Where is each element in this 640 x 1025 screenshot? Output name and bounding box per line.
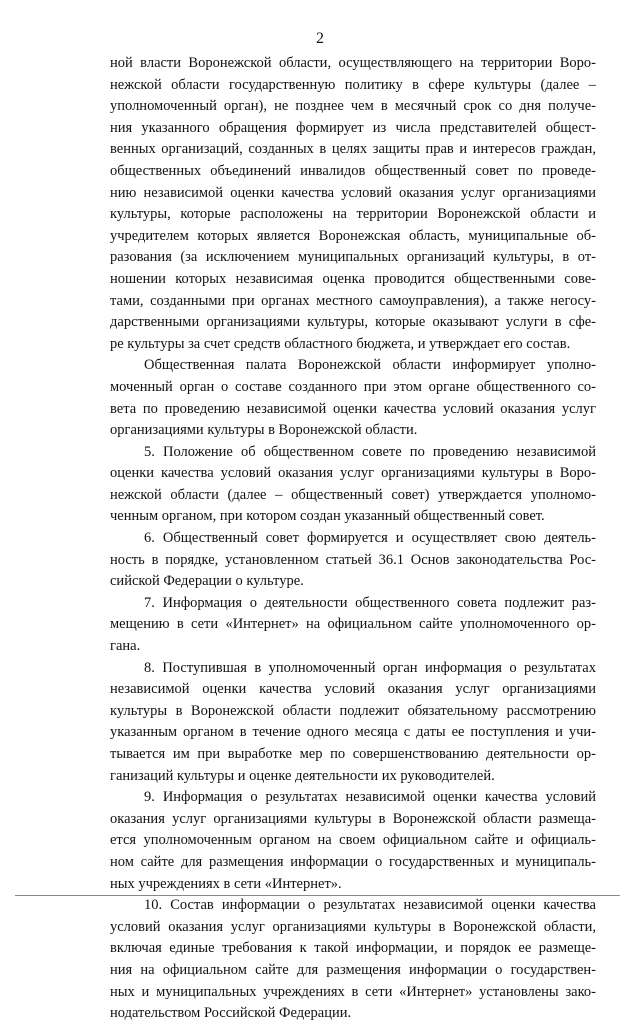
text-line: ность в порядке, установленном статьей 36.1 Основ законодательства Рос- <box>110 551 596 568</box>
text-line: условий оказания услуг организациями культуры в Воронежской области, <box>110 918 596 935</box>
text-line: указанным органом в течение одного месяца с даты ее поступления и учи- <box>110 724 596 741</box>
text-line: дарственными организациями культуры, которые оказывают услуги в сфе- <box>110 314 596 331</box>
text-line: гана. <box>110 638 141 655</box>
text-line: моченный орган о составе созданного при этом органе общественного со- <box>110 378 596 395</box>
text-line: ном сайте для размещения информации о государственных и муниципаль- <box>110 853 596 870</box>
text-line: ре культуры за счет средств областного бюджета, и утверждает его состав. <box>110 335 571 352</box>
text-line: Общественная палата Воронежской области информирует уполно- <box>144 357 596 374</box>
paragraph-item-5 <box>110 442 596 528</box>
text-line: ных учреждениях в сети «Интернет». <box>110 875 342 892</box>
text-line: 5. Положение об общественном совете по проведению независимой <box>144 443 596 460</box>
text-line: нодательством Российской Федерации. <box>110 1005 352 1022</box>
text-line: ется уполномоченным органом на своем официальном сайте и официаль- <box>110 832 596 849</box>
paragraph-item-7 <box>110 593 596 658</box>
text-line: уполномоченный орган), не позднее чем в месячный срок со дня получе- <box>110 98 596 115</box>
text-line: 8. Поступившая в уполномоченный орган информация о результатах <box>144 659 596 676</box>
text-line: ния на официальном сайте для размещения информации о государствен- <box>110 961 596 978</box>
document-body <box>110 53 596 1025</box>
paragraph-continuation <box>110 53 596 355</box>
text-line: 10. Состав информации о результатах независимой оценки качества <box>144 897 596 914</box>
text-line: оказания услуг организациями культуры в Воронежской области размеща- <box>110 810 596 827</box>
text-line: оценки качества условий оказания услуг организациями культуры в Воро- <box>110 465 596 482</box>
text-line: 9. Информация о результатах независимой оценки качества условий <box>144 789 596 806</box>
paragraph-item-10 <box>110 895 596 1025</box>
text-line: ния указанного обращения формирует из числа представителей общест- <box>110 119 596 136</box>
text-line: ных и муниципальных учреждениях в сети «Интернет» установлены зако- <box>110 983 596 1000</box>
text-line: ной власти Воронежской области, осуществляющего на территории Воро- <box>110 55 596 71</box>
text-line: общественных объединений инвалидов общественный совет по проведе- <box>110 162 596 179</box>
paragraph-item-9 <box>110 787 596 895</box>
page-bottom-divider <box>15 895 620 896</box>
text-line: нежской области государственную политику в сфере культуры (далее – <box>110 76 596 93</box>
text-line: ченным органом, при котором создан указанный общественный совет. <box>110 508 545 525</box>
text-line: ношении которых независимая оценка проводится общественными сове- <box>110 270 596 287</box>
text-line: разования (за исключением муниципальных организаций культуры, в от- <box>110 249 596 266</box>
text-line: организациями культуры в Воронежской области. <box>110 422 418 439</box>
text-line: ганизаций культуры и оценке деятельности их руководителей. <box>110 767 495 784</box>
page-number: 2 <box>316 30 324 47</box>
text-line: нежской области (далее – общественный совет) утверждается уполномо- <box>110 486 596 503</box>
text-line: нию независимой оценки качества условий оказания услуг организациями <box>110 184 596 201</box>
text-line: культуры в Воронежской области подлежит обязательному рассмотрению <box>110 702 596 719</box>
text-line: 7. Информация о деятельности общественного совета подлежит раз- <box>144 594 596 611</box>
text-line: мещению в сети «Интернет» на официальном сайте уполномоченного ор- <box>110 616 596 633</box>
text-line: включая единые требования к такой информации, и порядок ее размеще- <box>110 940 596 957</box>
paragraph-item-8 <box>110 658 596 788</box>
text-line: культуры, которые расположены на территории Воронежской области и <box>110 206 596 223</box>
text-line: венных организаций, созданных в целях защиты прав и интересов граждан, <box>110 141 596 158</box>
text-line: тами, созданными при органах местного самоуправления), а также негосу- <box>110 292 596 309</box>
paragraph-public-chamber <box>110 355 596 441</box>
text-line: вета по проведению независимой оценки качества условий оказания услуг <box>110 400 596 417</box>
text-line: 6. Общественный совет формируется и осуществляет свою деятель- <box>144 530 596 547</box>
text-line: независимой оценки качества условий оказания услуг организациями <box>110 681 596 698</box>
text-line: учредителем которых является Воронежская область, муниципальные об- <box>110 227 596 244</box>
text-line: сийской Федерации о культуре. <box>110 573 304 590</box>
text-line: тывается им при выработке мер по совершенствованию деятельности ор- <box>110 746 596 762</box>
paragraph-item-6 <box>110 528 596 593</box>
